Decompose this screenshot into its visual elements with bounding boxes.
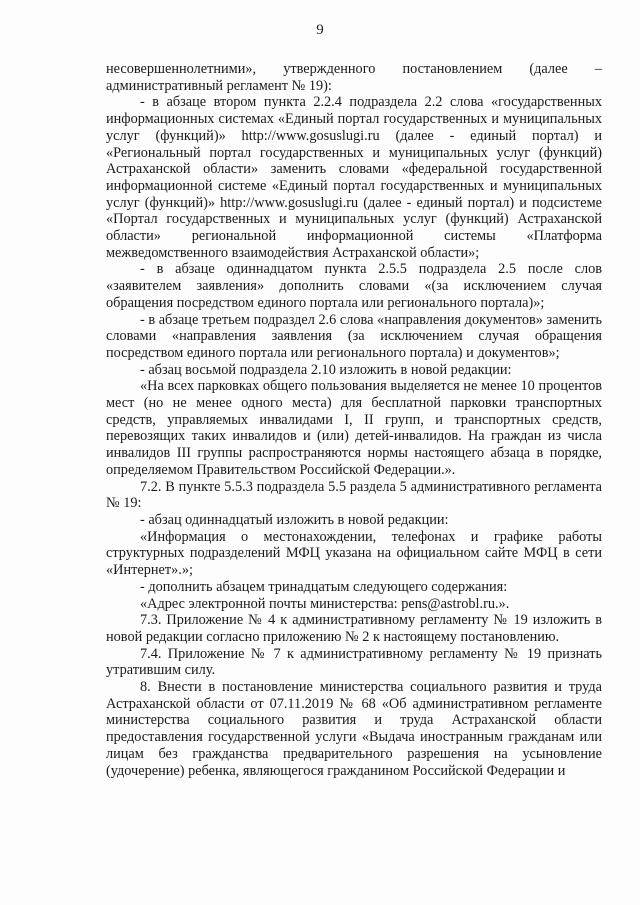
paragraph-intro: несовершеннолетними», утвержденного постановлением (далее – административный регламент № 19):: [106, 61, 602, 94]
paragraph-7-3: 7.3. Приложение № 4 к административному регламенту № 19 изложить в новой редакции согласно приложению № 2 к настоящему постановлению.: [106, 612, 602, 645]
paragraph-7-2-eleventh: - абзац одиннадцатый изложить в новой редакции:: [140, 511, 449, 528]
paragraph-item-2-5-5: - в абзаце одиннадцатом пункта 2.5.5 подраздела 2.5 после слов «заявителем заявления» дополнить словами «(за исключением случая обращения посредством единого портала или регионального портала)»;: [106, 261, 602, 311]
paragraph-item-2-2-4: - в абзаце втором пункта 2.2.4 подраздела 2.2 слова «государственных информационных системах «Единый портал государственных и муниципальных услуг (функций)» http://www.gosuslugi.ru (далее - единый портал) и «Региональный портал государственных и муниципальных услуг (функций) Астраханской области» заменить словами «федеральной государственной информационной системе «Единый портал государственных и муниципальных услуг (функций)» http://www.gosuslugi.ru (далее - единый портал) и подсистеме «Портал государственных и муниципальных услуг (функций) Астраханской области» региональной информационной системы «Платформа межведомственного взаимодействия Астраханской области»;: [106, 94, 602, 261]
paragraph-7-2-thirteenth: - дополнить абзацем тринадцатым следующего содержания:: [140, 578, 508, 595]
paragraph-item-2-10: - абзац восьмой подраздела 2.10 изложить в новой редакции:: [140, 361, 512, 378]
paragraph-item-2-6: - в абзаце третьем подраздел 2.6 слова «направления документов» заменить словами «направления заявления (за исключением случая обращения посредством единого портала или регионального портала) и документов»;: [106, 311, 602, 361]
paragraph-7-2: 7.2. В пункте 5.5.3 подраздела 5.5 раздела 5 административного регламента № 19:: [106, 478, 602, 512]
paragraph-quote-email: «Адрес электронной почты министерства: pens@astrobl.ru.».: [140, 595, 510, 612]
document-body: [106, 61, 602, 779]
paragraph-quote-parking: «На всех парковках общего пользования выделяется не менее 10 процентов мест (но не менее одного места) для бесплатной парковки транспортных средств, управляемых инвалидами I, II групп, и транспортных средств, перевозящих таких инвалидов и (или) детей-инвалидов. На граждан из числа инвалидов III группы распространяются нормы настоящего абзаца в порядке, определяемом Правительством Российской Федерации.».: [106, 378, 602, 478]
paragraph-8: 8. Внести в постановление министерства социального развития и труда Астраханской области от 07.11.2019 № 68 «Об административном регламенте министерства социального развития и труда Астраханской области предоставления государственной услуги «Выдача иностранным гражданам или лицам без гражданства предварительного разрешения на усыновление (удочерение) ребенка, являющегося гражданином Российской Федерации и: [106, 679, 602, 779]
paragraph-7-4: 7.4. Приложение № 7 к административному регламенту № 19 признать утратившим силу.: [106, 645, 602, 679]
page-number: 9: [316, 22, 324, 38]
paragraph-quote-mfc-info: «Информация о местонахождении, телефонах и графике работы структурных подразделений МФЦ указана на официальном сайте МФЦ в сети «Интернет».»;: [106, 528, 602, 579]
